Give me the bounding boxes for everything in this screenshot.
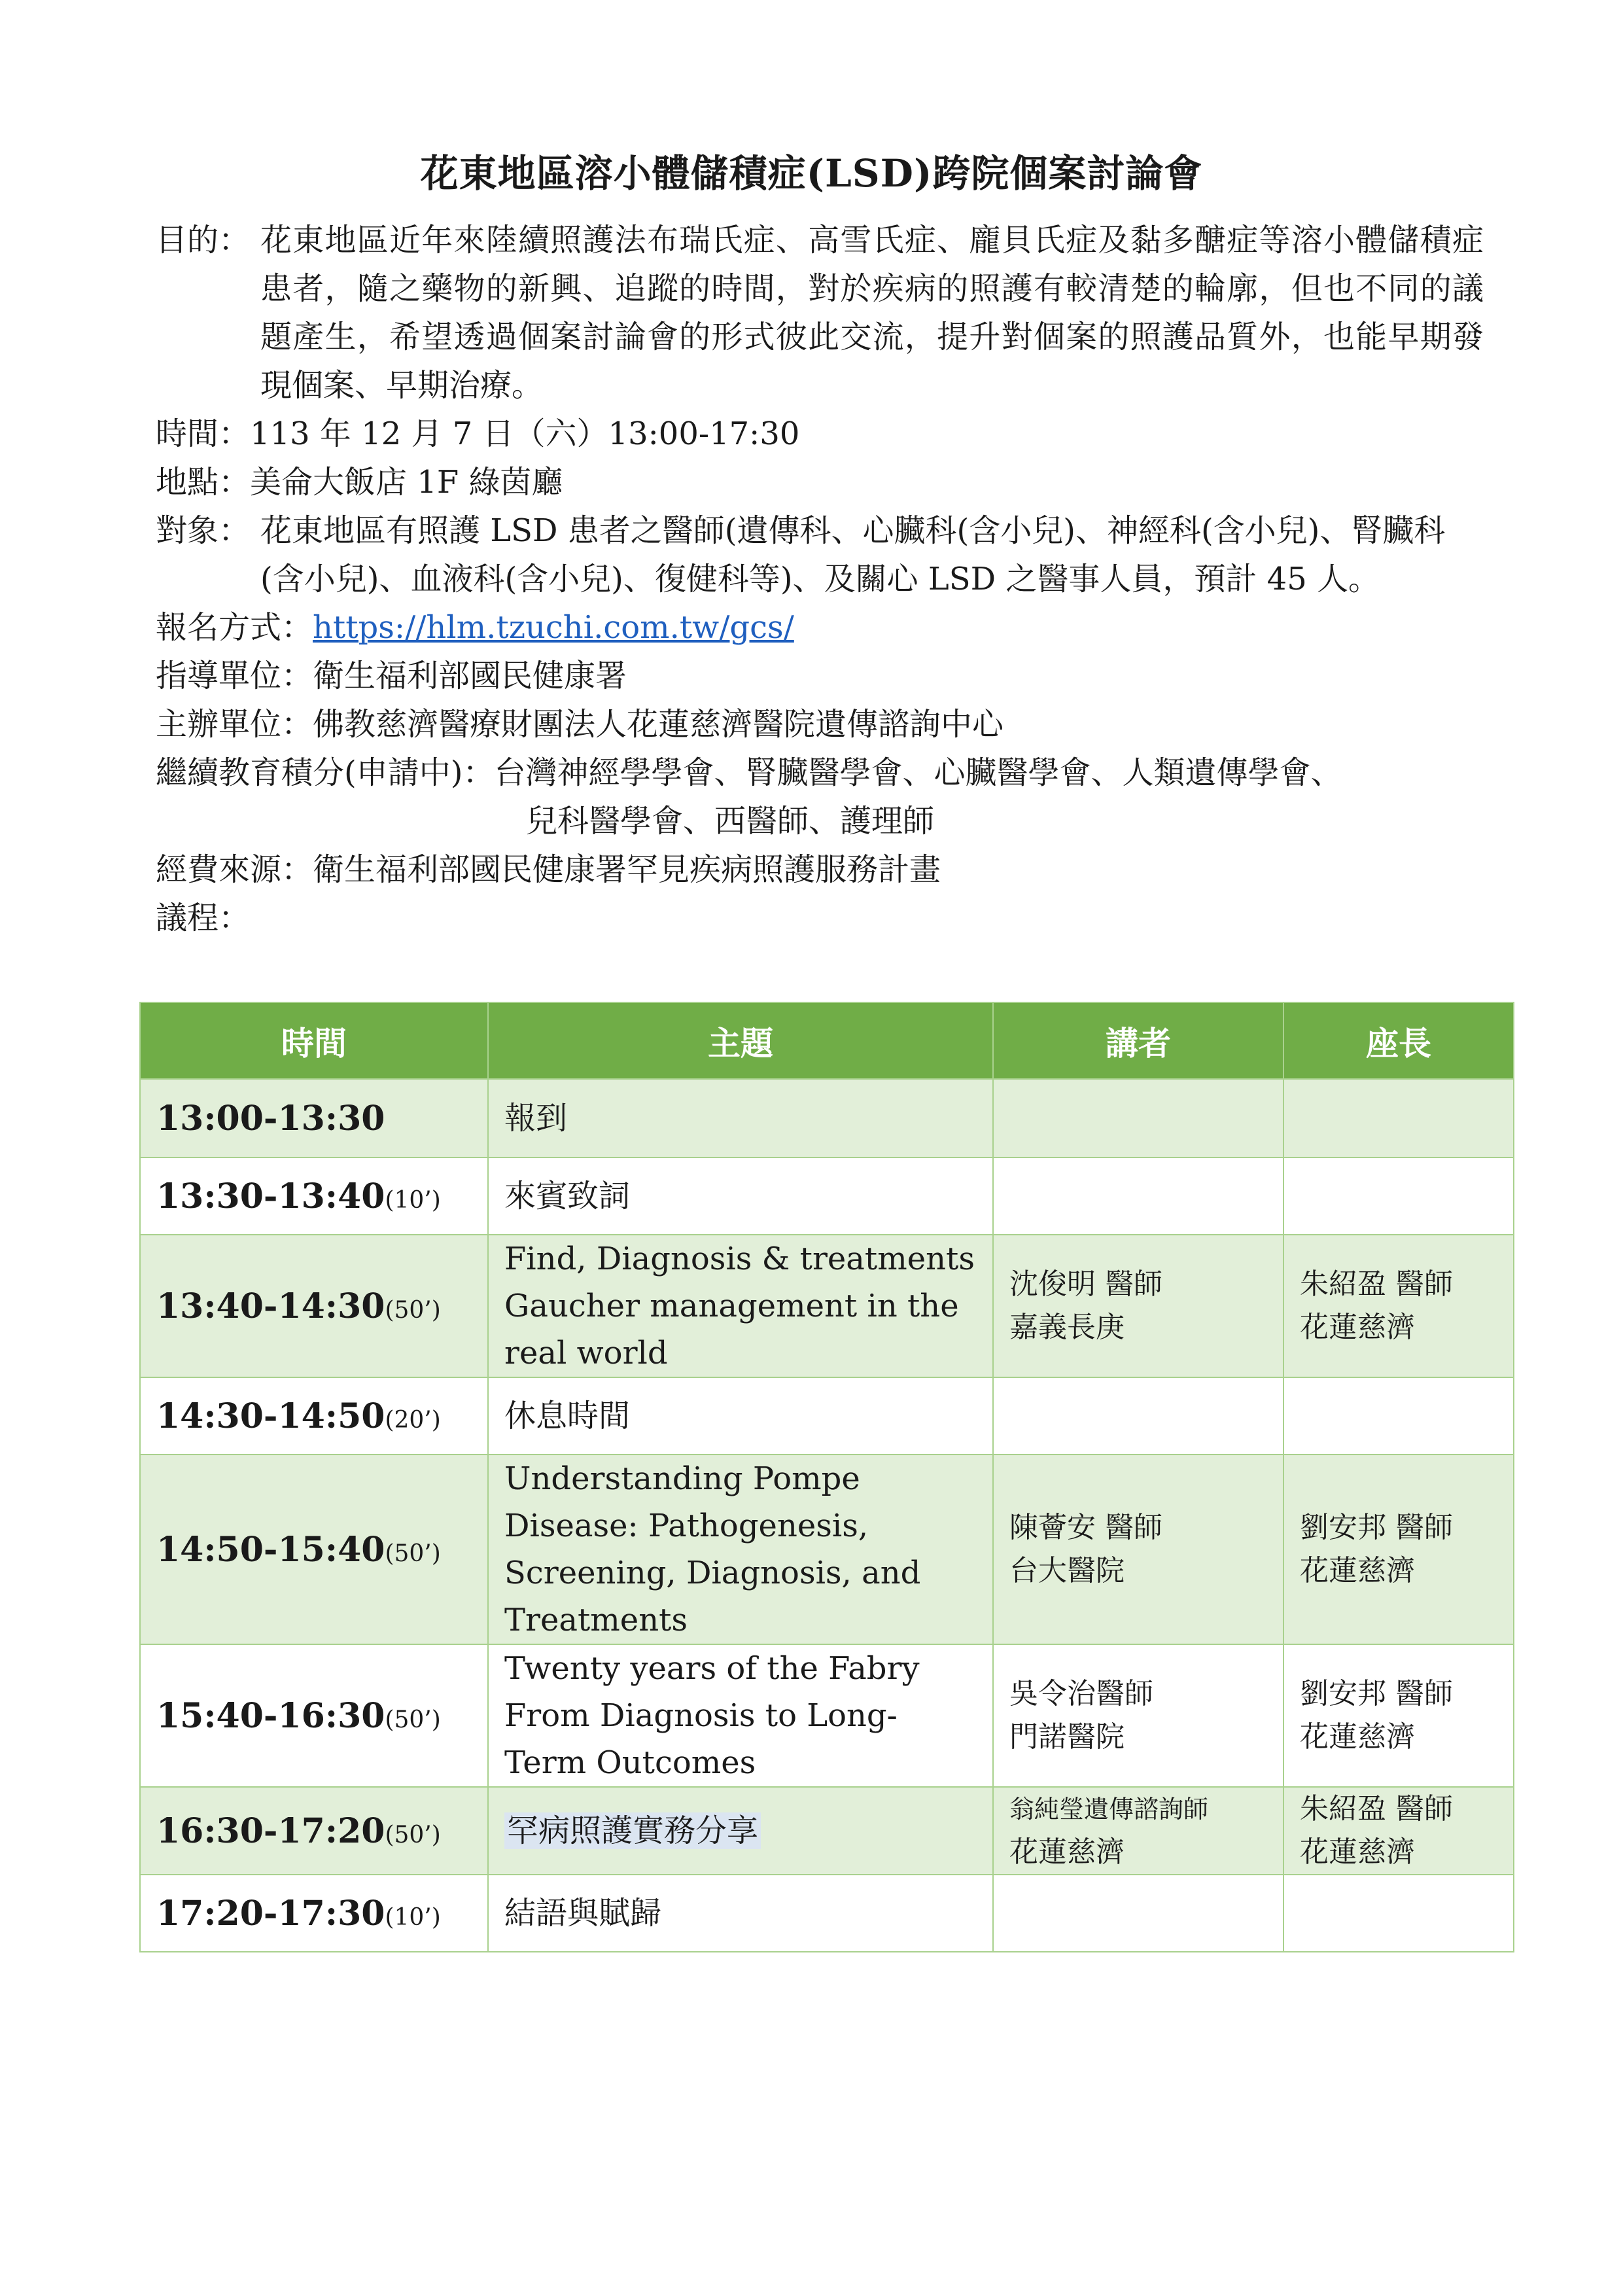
agenda-row: [140, 1157, 1514, 1235]
row-time: 16:30-17:20: [156, 1810, 385, 1851]
organizer-label: 主辦單位：: [156, 706, 313, 743]
row-duration: (10’): [385, 1186, 441, 1214]
agenda-label: 議程：: [156, 900, 251, 936]
registration-label: 報名方式：: [156, 609, 313, 646]
agenda-row: [140, 1644, 1514, 1787]
row-topic: 來賓致詞: [488, 1157, 993, 1235]
chair-org: 花蓮慈濟: [1300, 1835, 1415, 1869]
chair-org: 花蓮慈濟: [1300, 1311, 1415, 1344]
highlighted-topic: 罕病照護實務分享: [504, 1812, 761, 1849]
header-topic: 主題: [488, 1002, 993, 1079]
row-speaker: [993, 1235, 1283, 1377]
speaker-org: 嘉義長庚: [1009, 1311, 1125, 1344]
funding-section: [156, 845, 1484, 894]
row-time: 13:30-13:40: [156, 1176, 385, 1216]
row-time: 13:40-14:30: [156, 1286, 385, 1326]
chair-name: 朱紹盈 醫師: [1300, 1267, 1453, 1301]
purpose-section: [156, 216, 1484, 410]
agenda-row: [140, 1377, 1514, 1455]
credits-section: [156, 749, 1484, 797]
chair-org: 花蓮慈濟: [1300, 1554, 1415, 1587]
row-speaker: [993, 1787, 1283, 1875]
row-time-cell: [140, 1079, 488, 1157]
page-title: 花東地區溶小體儲積症(LSD)跨院個案討論會: [420, 151, 1203, 196]
row-duration: (50’): [385, 1296, 441, 1324]
row-topic: Twenty years of the Fabry From Diagnosis to Long-Term Outcomes: [488, 1644, 993, 1787]
registration-section: [156, 603, 1484, 652]
purpose-text: 花東地區近年來陸續照護法布瑞氏症、高雪氏症、龐貝氏症及黏多醣症等溶小體儲積症患者，隨之藥物的新興、追蹤的時間，對於疾病的照護有較清楚的輪廓，但也不同的議題產生，希望透過個案討論會的形式彼此交流，提升對個案的照護品質外，也能早期發現個案、早期治療。: [260, 222, 1484, 404]
agenda-header-row: [140, 1002, 1514, 1079]
funding-text: 衛生福利部國民健康署罕見疾病照護服務計畫: [313, 851, 941, 888]
agenda-row: [140, 1787, 1514, 1875]
row-time-cell: [140, 1875, 488, 1952]
row-time-cell: [140, 1157, 488, 1235]
venue-section: [156, 458, 1484, 506]
credits-line2: 兒科醫學會、西醫師、護理師: [526, 803, 935, 839]
row-chair: [1283, 1787, 1514, 1875]
agenda-table: [139, 1002, 1514, 1952]
row-speaker: [993, 1157, 1283, 1235]
supervisor-section: [156, 652, 1484, 700]
row-chair: [1283, 1875, 1514, 1952]
organizer-text: 佛教慈濟醫療財團法人花蓮慈濟醫院遺傳諮詢中心: [313, 706, 1004, 743]
venue-text: 美侖大飯店 1F 綠茵廳: [250, 464, 563, 501]
agenda-row: [140, 1875, 1514, 1952]
speaker-org: 門諾醫院: [1009, 1720, 1125, 1754]
chair-name: 朱紹盈 醫師: [1300, 1792, 1453, 1826]
event-info: [156, 216, 1484, 942]
row-speaker: [993, 1455, 1283, 1644]
chair-org: 花蓮慈濟: [1300, 1720, 1415, 1754]
supervisor-label: 指導單位：: [156, 658, 313, 694]
organizer-section: [156, 700, 1484, 749]
row-chair: [1283, 1157, 1514, 1235]
row-time: 17:20-17:30: [156, 1893, 385, 1934]
credits-label: 繼續教育積分(申請中)：: [156, 754, 495, 791]
row-speaker: [993, 1875, 1283, 1952]
speaker-name: 吳令治醫師: [1009, 1677, 1153, 1710]
speaker-name: 沈俊明 醫師: [1009, 1267, 1162, 1301]
row-chair: [1283, 1079, 1514, 1157]
speaker-org: 台大醫院: [1009, 1554, 1125, 1587]
row-speaker: [993, 1644, 1283, 1787]
speaker-org: 花蓮慈濟: [1009, 1835, 1125, 1869]
speaker-name: 翁純瑩遺傳諮詢師: [1009, 1795, 1209, 1824]
row-time-cell: [140, 1644, 488, 1787]
row-chair: [1283, 1235, 1514, 1377]
row-chair: [1283, 1644, 1514, 1787]
row-chair: [1283, 1455, 1514, 1644]
row-topic: 休息時間: [488, 1377, 993, 1455]
row-topic: 報到: [488, 1079, 993, 1157]
target-text: 花東地區有照護 LSD 患者之醫師(遺傳科、心臟科(含小兒)、神經科(含小兒)、腎臟科(含小兒)、血液科(含小兒)、復健科等)、及關心 LSD 之醫事人員，預計 45 人。: [260, 512, 1446, 597]
row-time: 15:40-16:30: [156, 1695, 385, 1736]
row-time-cell: [140, 1787, 488, 1875]
row-speaker: [993, 1377, 1283, 1455]
row-topic: Understanding Pompe Disease: Pathogenesis, Screening, Diagnosis, and Treatments: [488, 1455, 993, 1644]
row-duration: (50’): [385, 1821, 441, 1848]
speaker-name: 陳薈安 醫師: [1009, 1511, 1162, 1544]
row-topic: Find, Diagnosis & treatments Gaucher management in the real world: [488, 1235, 993, 1377]
time-section: [156, 410, 1484, 458]
row-speaker: [993, 1079, 1283, 1157]
agenda-row: [140, 1455, 1514, 1644]
agenda-heading-row: [156, 894, 1484, 942]
agenda-row: [140, 1079, 1514, 1157]
chair-name: 劉安邦 醫師: [1300, 1511, 1453, 1544]
row-time: 13:00-13:30: [156, 1098, 385, 1139]
target-label: 對象：: [156, 512, 251, 549]
row-chair: [1283, 1377, 1514, 1455]
row-time-cell: [140, 1235, 488, 1377]
row-duration: (50’): [385, 1706, 441, 1733]
funding-label: 經費來源：: [156, 851, 313, 888]
row-topic: 結語與賦歸: [488, 1875, 993, 1952]
purpose-label: 目的：: [156, 222, 251, 258]
row-time-cell: [140, 1455, 488, 1644]
time-text: 113 年 12 月 7 日（六）13:00-17:30: [250, 415, 800, 452]
credits-line2-row: [156, 797, 1484, 845]
header-time: 時間: [140, 1002, 488, 1079]
chair-name: 劉安邦 醫師: [1300, 1677, 1453, 1710]
row-duration: (10’): [385, 1903, 441, 1931]
row-time-cell: [140, 1377, 488, 1455]
row-time: 14:50-15:40: [156, 1529, 385, 1570]
supervisor-text: 衛生福利部國民健康署: [313, 658, 627, 694]
target-section: [156, 506, 1484, 603]
row-topic: [488, 1787, 993, 1875]
header-speaker: 講者: [993, 1002, 1283, 1079]
time-label: 時間：: [156, 415, 251, 452]
row-time: 14:30-14:50: [156, 1396, 385, 1436]
row-duration: (50’): [385, 1540, 441, 1567]
row-duration: (20’): [385, 1406, 441, 1434]
credits-line1: 台灣神經學學會、腎臟醫學會、心臟醫學會、人類遺傳學會、: [494, 754, 1342, 791]
registration-link[interactable]: https://hlm.tzuchi.com.tw/gcs/: [313, 609, 794, 646]
venue-label: 地點：: [156, 464, 251, 501]
header-chair: 座長: [1283, 1002, 1514, 1079]
agenda-row: [140, 1235, 1514, 1377]
